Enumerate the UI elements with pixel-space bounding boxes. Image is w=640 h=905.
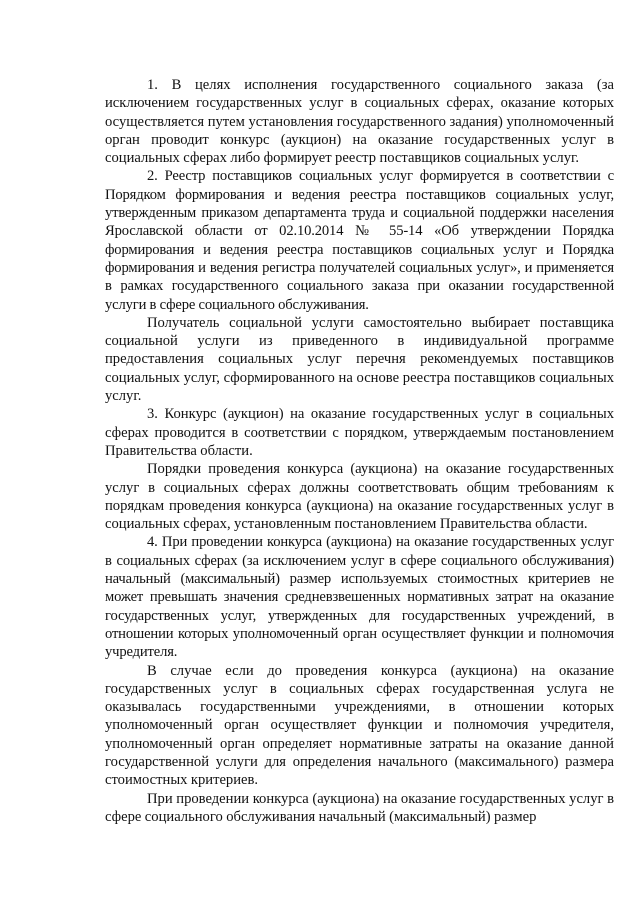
paragraph-5: Порядки проведения конкурса (аукциона) на оказание государственных услуг в социальных сферах должны соответствовать общим требованиям к порядкам проведения конкурса (аукциона) на оказание государственных услуг в социальных сферах, установленным постановлением Правительства области. bbox=[105, 461, 614, 533]
paragraph-7: В случае если до проведения конкурса (аукциона) на оказание государственных услуг в социальных сферах государственная услуга не оказывалась государственными учреждениями, в отношении которых уполномоченный орган осуществляет функции и полномочия учредителя, уполномоченный орган определяет нормативные затраты на оказание данной государственной услуги для определения начального (максимального) размера стоимостных критериев. bbox=[105, 662, 614, 789]
paragraph-1: 1. В целях исполнения государственного социального заказа (за исключением государственных услуг в социальных сферах, оказание которых осуществляется путем установления государственного задания) уполномоченный орган проводит конкурс (аукцион) на оказание государственных услуг в социальных сферах либо формирует реестр поставщиков социальных услуг. bbox=[105, 77, 614, 167]
paragraph-6: 4. При проведении конкурса (аукциона) на оказание государственных услуг в социальных сферах (за исключением услуг в сфере социального обслуживания) начальный (максимальный) размер используемых стоимостных критериев не может превышать значения средневзвешенных нормативных затрат на оказание государственных услуг, утвержденных для государственных учреждений, в отношении которых уполномоченный орган осуществляет функции и полномочия учредителя. bbox=[105, 534, 614, 661]
document-page bbox=[105, 76, 614, 826]
paragraph-8: При проведении конкурса (аукциона) на оказание государственных услуг в сфере социального обслуживания начальный (максимальный) размер bbox=[105, 790, 614, 825]
paragraph-4: 3. Конкурс (аукцион) на оказание государственных услуг в социальных сферах проводится в соответствии с порядком, утверждаемым постановлением Правительства области. bbox=[105, 406, 614, 459]
paragraph-3: Получатель социальной услуги самостоятельно выбирает поставщика социальной услуги из приведенного в индивидуальной программе предоставления социальных услуг перечня рекомендуемых поставщиков социальных услуг, сформированного на основе реестра поставщиков социальных услуг. bbox=[105, 314, 614, 405]
paragraph-2: 2. Реестр поставщиков социальных услуг формируется в соответствии с Порядком формирования и ведения реестра поставщиков социальных услуг, утвержденным приказом департамента труда и социальной поддержки населения Ярославской области от 02.10.2014 № 55-14 «Об утверждении Порядка формирования и ведения реестра поставщиков социальных услуг и Порядка формирования и ведения регистра получателей социальных услуг», и применяется в рамках государственного социального заказа при оказании государственной услуги в сфере социального обслуживания. bbox=[105, 168, 614, 313]
